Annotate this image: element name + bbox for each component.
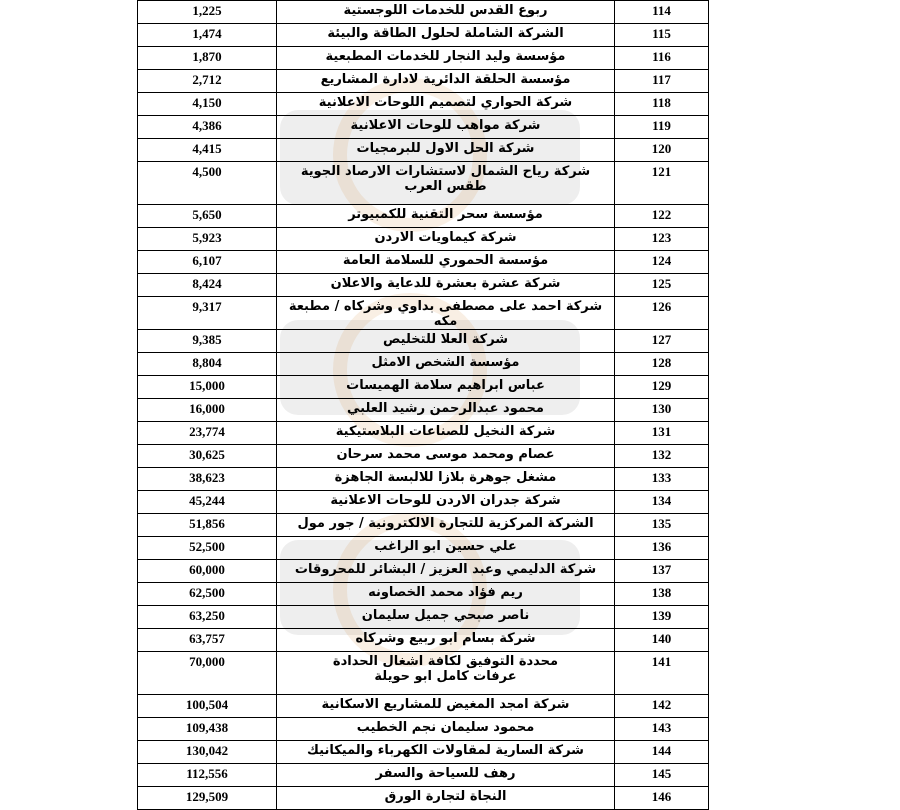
- row-number-cell: 123: [615, 228, 709, 251]
- table-row: [138, 330, 709, 353]
- table-row: [138, 787, 709, 810]
- row-number-cell: 118: [615, 93, 709, 116]
- name-line-2: طقس العرب: [404, 179, 487, 194]
- name-line: شركة الحواري لتصميم اللوحات الاعلانية: [318, 95, 573, 110]
- table-row: [138, 445, 709, 468]
- amount-cell: 2,712: [138, 70, 277, 93]
- row-number-cell: 139: [615, 606, 709, 629]
- name-cell: [277, 251, 615, 274]
- table-row: [138, 297, 709, 330]
- table-row: [138, 695, 709, 718]
- row-number-cell: 133: [615, 468, 709, 491]
- table-row: [138, 353, 709, 376]
- row-number-cell: 142: [615, 695, 709, 718]
- name-line: مشغل جوهرة بلازا للالبسة الجاهزة: [334, 470, 557, 485]
- amount-cell: 4,386: [138, 116, 277, 139]
- amount-cell: 51,856: [138, 514, 277, 537]
- row-number-cell: 117: [615, 70, 709, 93]
- name-line: الشركة المركزية للتجارة الالكترونية / جور مول: [297, 516, 594, 531]
- row-number-cell: 120: [615, 139, 709, 162]
- amount-cell: 8,424: [138, 274, 277, 297]
- table-row: [138, 205, 709, 228]
- row-number-cell: 135: [615, 514, 709, 537]
- table-row: [138, 93, 709, 116]
- table-row: [138, 718, 709, 741]
- amount-cell: 130,042: [138, 741, 277, 764]
- table-row: [138, 560, 709, 583]
- row-number-cell: 137: [615, 560, 709, 583]
- name-line: مؤسسة الشخص الامثل: [371, 355, 520, 370]
- name-cell: [277, 70, 615, 93]
- table-row: [138, 1, 709, 24]
- table-row: [138, 537, 709, 560]
- name-cell: [277, 514, 615, 537]
- name-line: مؤسسة الحلقة الدائرية لادارة المشاريع: [320, 72, 571, 87]
- amount-cell: 16,000: [138, 399, 277, 422]
- name-cell: [277, 695, 615, 718]
- name-line: محددة التوفيق لكافة اشغال الحدادة: [332, 654, 559, 669]
- row-number-cell: 119: [615, 116, 709, 139]
- table-row: [138, 399, 709, 422]
- row-number-cell: 136: [615, 537, 709, 560]
- name-line: ربوع القدس للخدمات اللوجستية: [343, 3, 548, 18]
- name-cell: [277, 228, 615, 251]
- amount-cell: 5,923: [138, 228, 277, 251]
- row-number-cell: 141: [615, 652, 709, 695]
- amount-cell: 4,150: [138, 93, 277, 116]
- table-row: [138, 468, 709, 491]
- amount-cell: 112,556: [138, 764, 277, 787]
- amount-cell: 129,509: [138, 787, 277, 810]
- amount-cell: 109,438: [138, 718, 277, 741]
- table-row: [138, 583, 709, 606]
- name-cell: [277, 445, 615, 468]
- row-number-cell: 138: [615, 583, 709, 606]
- name-line: علي حسين ابو الراغب: [374, 539, 517, 554]
- row-number-cell: 116: [615, 47, 709, 70]
- name-cell: [277, 353, 615, 376]
- name-cell: [277, 652, 615, 695]
- name-line: شركة جدران الاردن للوحات الاعلانية: [330, 493, 561, 508]
- name-line: شركة كيماويات الاردن: [374, 230, 517, 245]
- name-line: شركة رياح الشمال لاستشارات الارصاد الجوية: [300, 164, 591, 179]
- name-line: رهف للسياحة والسفر: [375, 766, 516, 781]
- name-cell: [277, 560, 615, 583]
- table-row: [138, 228, 709, 251]
- row-number-cell: 143: [615, 718, 709, 741]
- name-cell: [277, 376, 615, 399]
- name-line: شركة بسام ابو ربيع وشركاه: [355, 631, 536, 646]
- name-line: ريم فؤاد محمد الخصاونه: [368, 585, 523, 600]
- table-row: [138, 251, 709, 274]
- name-line: شركة النخيل للصناعات البلاستيكية: [335, 424, 556, 439]
- name-cell: [277, 139, 615, 162]
- row-number-cell: 128: [615, 353, 709, 376]
- amount-cell: 1,870: [138, 47, 277, 70]
- name-cell: [277, 422, 615, 445]
- row-number-cell: 129: [615, 376, 709, 399]
- name-line: ناصر صبحي جميل سليمان: [361, 608, 530, 623]
- row-number-cell: 146: [615, 787, 709, 810]
- name-line: شركة الدليمي وعبد العزيز / البشائر للمحروقات: [294, 562, 597, 577]
- name-line: شركة امجد المغيض للمشاريع الاسكانية: [321, 697, 570, 712]
- amount-cell: 23,774: [138, 422, 277, 445]
- name-cell: [277, 116, 615, 139]
- amount-cell: 62,500: [138, 583, 277, 606]
- name-cell: [277, 162, 615, 205]
- name-cell: [277, 537, 615, 560]
- amount-cell: 45,244: [138, 491, 277, 514]
- amount-cell: 1,474: [138, 24, 277, 47]
- table-row: [138, 491, 709, 514]
- table-row: [138, 162, 709, 205]
- table-row: [138, 514, 709, 537]
- row-number-cell: 130: [615, 399, 709, 422]
- name-cell: [277, 629, 615, 652]
- row-number-cell: 132: [615, 445, 709, 468]
- name-line: مؤسسة سحر التقنية للكمبيوتر: [348, 207, 543, 222]
- table-row: [138, 422, 709, 445]
- amount-cell: 63,250: [138, 606, 277, 629]
- table-row: [138, 606, 709, 629]
- name-cell: [277, 274, 615, 297]
- name-cell: [277, 741, 615, 764]
- table-row: [138, 652, 709, 695]
- row-number-cell: 124: [615, 251, 709, 274]
- row-number-cell: 122: [615, 205, 709, 228]
- name-cell: [277, 468, 615, 491]
- table-row: [138, 116, 709, 139]
- name-line: الشركة الشاملة لحلول الطاقة والبيئة: [327, 26, 564, 41]
- amount-cell: 60,000: [138, 560, 277, 583]
- table-row: [138, 764, 709, 787]
- row-number-cell: 140: [615, 629, 709, 652]
- row-number-cell: 131: [615, 422, 709, 445]
- name-cell: [277, 583, 615, 606]
- name-line: شركة احمد على مصطفى بداوي وشركاه / مطبعة مكه: [288, 299, 603, 329]
- table-row: [138, 376, 709, 399]
- name-line: النجاة لتجارة الورق: [384, 789, 507, 804]
- name-cell: [277, 297, 615, 330]
- row-number-cell: 126: [615, 297, 709, 330]
- name-cell: [277, 764, 615, 787]
- row-number-cell: 115: [615, 24, 709, 47]
- row-number-cell: 134: [615, 491, 709, 514]
- name-line: عصام ومحمد موسى محمد سرحان: [336, 447, 555, 462]
- table-row: [138, 24, 709, 47]
- row-number-cell: 114: [615, 1, 709, 24]
- row-number-cell: 145: [615, 764, 709, 787]
- name-line: عباس ابراهيم سلامة الهميسات: [346, 378, 545, 393]
- name-line: شركة الحل الاول للبرمجيات: [356, 141, 535, 156]
- amount-cell: 100,504: [138, 695, 277, 718]
- amount-cell: 9,317: [138, 297, 277, 330]
- amount-cell: 4,500: [138, 162, 277, 205]
- name-line: مؤسسة وليد النجار للخدمات المطبعية: [325, 49, 566, 64]
- name-cell: [277, 606, 615, 629]
- row-number-cell: 125: [615, 274, 709, 297]
- table-row: [138, 629, 709, 652]
- name-line: شركة مواهب للوحات الاعلانية: [350, 118, 541, 133]
- name-cell: [277, 24, 615, 47]
- name-line-2: عرفات كامل ابو حويلة: [374, 669, 517, 684]
- amount-cell: 70,000: [138, 652, 277, 695]
- amount-cell: 1,225: [138, 1, 277, 24]
- row-number-cell: 127: [615, 330, 709, 353]
- name-cell: [277, 491, 615, 514]
- name-line: شركة العلا للتخليص: [382, 332, 509, 347]
- name-line: شركة عشرة بعشرة للدعاية والاعلان: [330, 276, 561, 291]
- table-row: [138, 70, 709, 93]
- name-cell: [277, 399, 615, 422]
- name-line: مؤسسة الحموري للسلامة العامة: [342, 253, 549, 268]
- data-table: [137, 0, 709, 810]
- amount-cell: 15,000: [138, 376, 277, 399]
- row-number-cell: 121: [615, 162, 709, 205]
- amount-cell: 6,107: [138, 251, 277, 274]
- table-row: [138, 741, 709, 764]
- amount-cell: 52,500: [138, 537, 277, 560]
- name-cell: [277, 787, 615, 810]
- row-number-cell: 144: [615, 741, 709, 764]
- amount-cell: 5,650: [138, 205, 277, 228]
- name-cell: [277, 47, 615, 70]
- table-row: [138, 47, 709, 70]
- name-cell: [277, 1, 615, 24]
- amount-cell: 38,623: [138, 468, 277, 491]
- amount-cell: 30,625: [138, 445, 277, 468]
- name-line: محمود عبدالرحمن رشيد العلبي: [347, 401, 544, 416]
- name-cell: [277, 718, 615, 741]
- name-cell: [277, 330, 615, 353]
- name-line: محمود سليمان نجم الخطيب: [356, 720, 535, 735]
- amount-cell: 8,804: [138, 353, 277, 376]
- name-cell: [277, 93, 615, 116]
- name-line: شركة السارية لمقاولات الكهرباء والميكانيك: [307, 743, 584, 758]
- amount-cell: 9,385: [138, 330, 277, 353]
- amount-cell: 63,757: [138, 629, 277, 652]
- table-row: [138, 139, 709, 162]
- table-row: [138, 274, 709, 297]
- amount-cell: 4,415: [138, 139, 277, 162]
- name-cell: [277, 205, 615, 228]
